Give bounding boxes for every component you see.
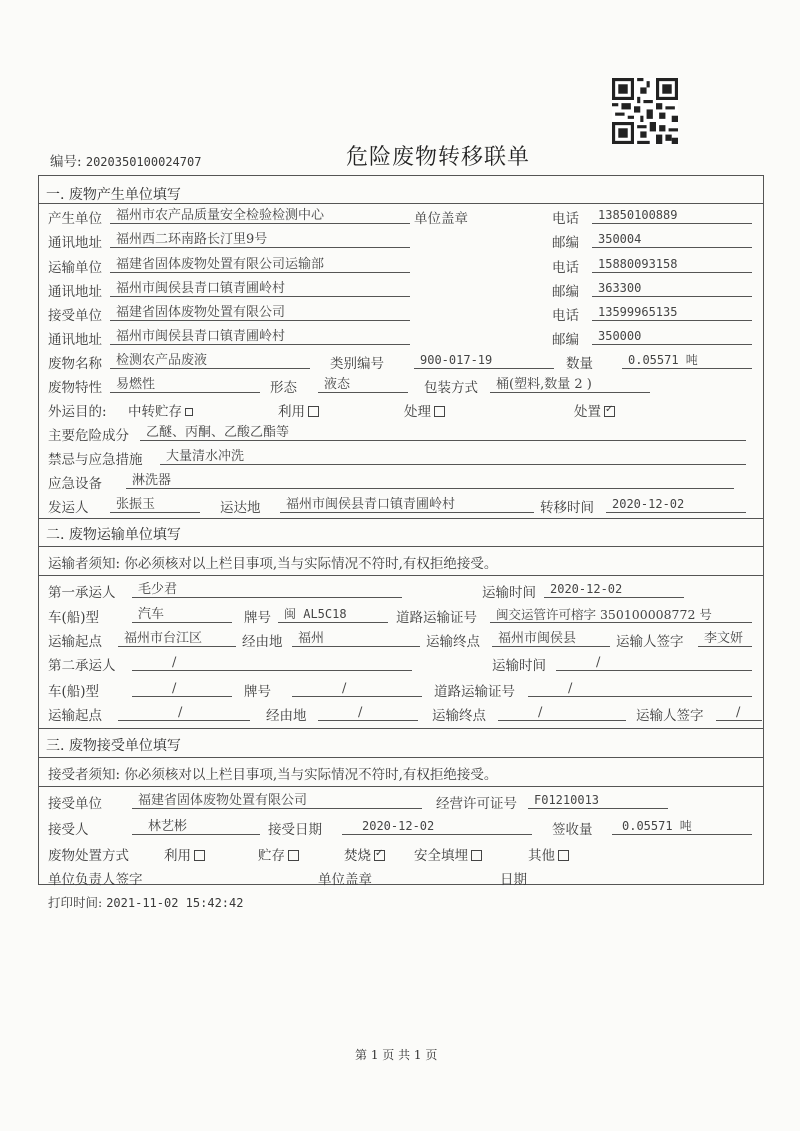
head-sign-label: 单位负责人签字	[48, 872, 143, 888]
receive-date-label: 接受日期	[268, 822, 322, 838]
property-value: 易燃性	[110, 376, 260, 393]
transporter-zip-label: 邮编	[552, 284, 579, 300]
carrier-2-via-value: /	[318, 704, 418, 721]
producer-addr-value: 福州西二环南路长汀里9号	[110, 231, 410, 248]
equipment-value: 淋洗器	[126, 472, 734, 489]
print-time-value: 2021-11-02 15:42:42	[106, 896, 244, 910]
carrier-2-vehicle-value: /	[132, 680, 232, 697]
carrier-2-end-value: /	[498, 704, 626, 721]
carrier-2-label: 第二承运人	[48, 658, 116, 674]
signed-qty-label: 签收量	[552, 822, 593, 838]
category-value: 900-017-19	[414, 352, 554, 369]
carrier-1-via-value: 福州	[292, 630, 420, 647]
receiver-value: 福建省固体废物处置有限公司	[110, 304, 410, 321]
transporter-phone-value: 15880093158	[592, 256, 752, 273]
page-title: 危险废物转移联单	[346, 145, 531, 170]
checkbox-storage[interactable]	[185, 408, 193, 416]
purpose-opt-2-label: 利用	[278, 404, 305, 420]
property-label: 废物特性	[48, 380, 102, 396]
receive-day-field[interactable]	[534, 868, 740, 885]
taboo-value: 大量清水冲洗	[160, 448, 746, 465]
carrier-1-sign-label: 运输人签字	[616, 634, 684, 650]
purpose-opt-4[interactable]	[574, 400, 615, 420]
print-time	[48, 893, 243, 911]
receive-person-value: 林艺彬	[132, 818, 260, 835]
carrier-1-value: 毛少君	[132, 581, 402, 598]
license-label: 经营许可证号	[436, 796, 517, 812]
receiver-zip-label: 邮编	[552, 332, 579, 348]
transfer-date-value: 2020-12-02	[606, 496, 746, 513]
form-value: 液态	[318, 376, 408, 393]
receiver-addr-label: 通讯地址	[48, 332, 102, 348]
carrier-2-sign-label: 运输人签字	[636, 708, 704, 724]
section-3-title: 三. 废物接受单位填写	[46, 738, 181, 754]
carrier-1-end-label: 运输终点	[426, 634, 480, 650]
checkbox-method-incinerate[interactable]	[374, 850, 385, 861]
section-1-title: 一. 废物产生单位填写	[46, 187, 181, 203]
purpose-opt-3[interactable]	[404, 400, 445, 420]
receiver-notice: 接受者须知: 你必须核对以上栏目事项,当与实际情况不符时,有权拒绝接受。	[48, 767, 498, 783]
method-opt-1[interactable]	[164, 844, 205, 864]
receive-seal-label: 单位盖章	[318, 872, 372, 888]
purpose-label: 外运目的:	[48, 404, 107, 420]
signed-qty-value: 0.05571 吨	[612, 818, 752, 835]
receive-day-label: 日期	[500, 872, 527, 888]
checkbox-method-landfill[interactable]	[471, 850, 482, 861]
carrier-1-sign-value: 李文妍	[698, 630, 752, 647]
carrier-2-vehicle-label: 车(船)型	[48, 684, 100, 700]
hazard-value: 乙醚、丙酮、乙酸乙酯等	[140, 424, 746, 441]
carrier-1-plate-label: 牌号	[244, 610, 271, 626]
hazard-label: 主要危险成分	[48, 428, 129, 444]
carrier-1-start-label: 运输起点	[48, 634, 102, 650]
carrier-2-start-label: 运输起点	[48, 708, 102, 724]
waste-name-value: 检测农产品废液	[110, 352, 310, 369]
receive-unit-label: 接受单位	[48, 796, 102, 812]
method-opt-5-label: 其他	[528, 848, 555, 864]
purpose-opt-3-label: 处理	[404, 404, 431, 420]
carrier-2-time-label: 运输时间	[492, 658, 546, 674]
producer-zip-label: 邮编	[552, 235, 579, 251]
purpose-opt-1[interactable]	[128, 400, 193, 420]
producer-value: 福州市农产品质量安全检验检测中心	[110, 207, 410, 224]
purpose-opt-2[interactable]	[278, 400, 319, 420]
receive-unit-value: 福建省固体废物处置有限公司	[132, 792, 422, 809]
method-opt-5[interactable]	[528, 844, 569, 864]
quantity-value: 0.05571 吨	[622, 352, 752, 369]
checkbox-utilize[interactable]	[308, 406, 319, 417]
carrier-1-vehicle-value: 汽车	[132, 606, 232, 623]
method-opt-2-label: 贮存	[258, 848, 285, 864]
transporter-value: 福建省固体废物处置有限公司运输部	[110, 256, 410, 273]
producer-seal-label: 单位盖章	[414, 211, 468, 227]
purpose-opt-4-label: 处置	[574, 404, 601, 420]
carrier-2-time-value: /	[556, 654, 752, 671]
doc-number-value: 2020350100024707	[85, 155, 202, 169]
producer-addr-label: 通讯地址	[48, 235, 102, 251]
receive-date-value: 2020-12-02	[342, 818, 532, 835]
producer-label: 产生单位	[48, 211, 102, 227]
section-2-title: 二. 废物运输单位填写	[46, 527, 181, 543]
head-sign-field[interactable]	[200, 868, 306, 885]
transporter-zip-value: 363300	[592, 280, 752, 297]
checkbox-method-other[interactable]	[558, 850, 569, 861]
transporter-phone-label: 电话	[552, 260, 579, 276]
carrier-2-value: /	[132, 654, 412, 671]
carrier-1-time-label: 运输时间	[482, 585, 536, 601]
receiver-phone-value: 13599965135	[592, 304, 752, 321]
carrier-1-via-label: 经由地	[242, 634, 283, 650]
carrier-1-label: 第一承运人	[48, 585, 116, 601]
method-opt-4[interactable]	[414, 844, 482, 864]
purpose-opt-1-label: 中转贮存	[128, 404, 182, 420]
license-value: F01210013	[528, 792, 668, 809]
carrier-1-permit-value: 闽交运管许可榕字 350100008772 号	[490, 606, 752, 623]
qr-code	[612, 78, 678, 144]
carrier-2-plate-label: 牌号	[244, 684, 271, 700]
equipment-label: 应急设备	[48, 476, 102, 492]
package-label: 包装方式	[424, 380, 478, 396]
producer-phone-label: 电话	[552, 211, 579, 227]
receiver-phone-label: 电话	[552, 308, 579, 324]
producer-phone-value: 13850100889	[592, 207, 752, 224]
taboo-label: 禁忌与应急措施	[48, 452, 143, 468]
method-opt-1-label: 利用	[164, 848, 191, 864]
print-time-label: 打印时间:	[48, 895, 103, 910]
carrier-1-vehicle-label: 车(船)型	[48, 610, 100, 626]
destination-label: 运达地	[220, 500, 261, 516]
page-number: 第 1 页 共 1 页	[355, 1048, 438, 1062]
sender-label: 发运人	[48, 500, 89, 516]
checkbox-method-storage[interactable]	[288, 850, 299, 861]
checkbox-method-utilize[interactable]	[194, 850, 205, 861]
doc-number-label: 编号:	[50, 154, 82, 170]
carrier-2-permit-value: /	[528, 680, 752, 697]
carrier-2-via-label: 经由地	[266, 708, 307, 724]
waste-name-label: 废物名称	[48, 356, 102, 372]
method-opt-4-label: 安全填埋	[414, 848, 468, 864]
transporter-addr-value: 福州市闽侯县青口镇青圃岭村	[110, 280, 410, 297]
quantity-label: 数量	[566, 356, 593, 372]
receive-person-label: 接受人	[48, 822, 89, 838]
method-opt-3-label: 焚烧	[344, 848, 371, 864]
transfer-date-label: 转移时间	[540, 500, 594, 516]
receiver-zip-value: 350000	[592, 328, 752, 345]
disposal-method-label: 废物处置方式	[48, 848, 129, 864]
carrier-2-plate-value: /	[292, 680, 422, 697]
carrier-1-permit-label: 道路运输证号	[396, 610, 477, 626]
checkbox-treat[interactable]	[434, 406, 445, 417]
checkbox-dispose[interactable]	[604, 406, 615, 417]
destination-value: 福州市闽侯县青口镇青圃岭村	[280, 496, 534, 513]
category-label: 类别编号	[330, 356, 384, 372]
carrier-1-time-value: 2020-12-02	[544, 581, 684, 598]
carrier-2-start-value: /	[118, 704, 250, 721]
receiver-addr-value: 福州市闽侯县青口镇青圃岭村	[110, 328, 410, 345]
carrier-2-end-label: 运输终点	[432, 708, 486, 724]
carrier-2-sign-value: /	[716, 704, 762, 721]
transporter-notice: 运输者须知: 你必须核对以上栏目事项,当与实际情况不符时,有权拒绝接受。	[48, 556, 498, 572]
transporter-addr-label: 通讯地址	[48, 284, 102, 300]
sender-value: 张振玉	[110, 496, 200, 513]
carrier-1-start-value: 福州市台江区	[118, 630, 236, 647]
form-label: 形态	[270, 380, 297, 396]
carrier-1-plate-value: 闽 AL5C18	[278, 606, 388, 623]
doc-number	[50, 150, 201, 170]
transporter-label: 运输单位	[48, 260, 102, 276]
carrier-2-permit-label: 道路运输证号	[434, 684, 515, 700]
producer-zip-value: 350004	[592, 231, 752, 248]
carrier-1-end-value: 福州市闽侯县	[492, 630, 610, 647]
method-opt-3[interactable]	[344, 844, 385, 864]
receiver-label: 接受单位	[48, 308, 102, 324]
package-value: 桶(塑料,数量 2 )	[490, 376, 650, 393]
method-opt-2[interactable]	[258, 844, 299, 864]
